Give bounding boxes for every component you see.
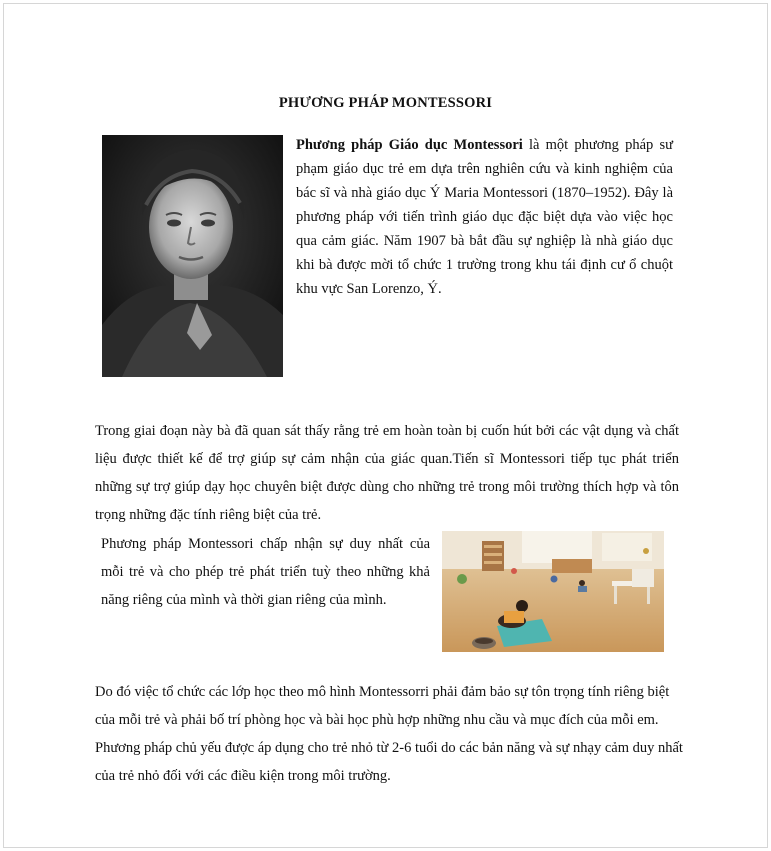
portrait-photo [102, 135, 283, 377]
intro-text: là một phương pháp sư phạm giáo dục trẻ em dựa trên nghiên cứu và kinh nghiệm của bác sĩ và nhà giáo dục Ý Maria Montessori (1870–1952). Đây là phương pháp với tiến trình giáo dục đặc biệt dựa vào việc học qua cảm giác. Năm 1907 bà bắt đầu sự nghiệp là nhà giáo dục khi bà được mời tổ chức 1 trường trong khu tái định cư ổ chuột khu vực San Lorenzo, Ý. [296, 137, 673, 297]
uniqueness-paragraph: Phương pháp Montessori chấp nhận sự duy nhất của mỗi trẻ và cho phép trẻ phát triển tuỳ theo những khả năng riêng của mình và thời gian riêng của mình. [101, 536, 430, 608]
intro-paragraph [296, 133, 673, 301]
closing-section [95, 678, 685, 790]
document-title: PHƯƠNG PHÁP MONTESSORI [278, 95, 493, 111]
classroom-photo [442, 531, 664, 652]
intro-bold-term: Phương pháp Giáo dục Montessori [296, 137, 523, 153]
observation-paragraph: Trong giai đoạn này bà đã quan sát thấy rằng trẻ em hoàn toàn bị cuốn hút bởi các vật dụng và chất liệu được thiết kế để trợ giúp sự cảm nhận của giác quan.Tiến sĩ Montessori tiếp tục phát triển những sự trợ giúp dạy học chuyên biệt được dùng cho những trẻ trong môi trường thích hợp và tôn trọng những đặc tính riêng biệt của trẻ. [95, 423, 679, 523]
organization-paragraph: Do đó việc tổ chức các lớp học theo mô hình Montessorri phải đảm bảo sự tôn trọng tính riêng biệt của mỗi trẻ và phải bố trí phòng học và bài học phù hợp những nhu cầu và mục đích của mỗi em. [95, 684, 670, 728]
age-range-paragraph: Phương pháp chủ yếu được áp dụng cho trẻ nhỏ từ 2-6 tuổi do các bản năng và sự nhạy cảm duy nhất của trẻ nhỏ đối với các điều kiện trong môi trường. [95, 740, 683, 784]
